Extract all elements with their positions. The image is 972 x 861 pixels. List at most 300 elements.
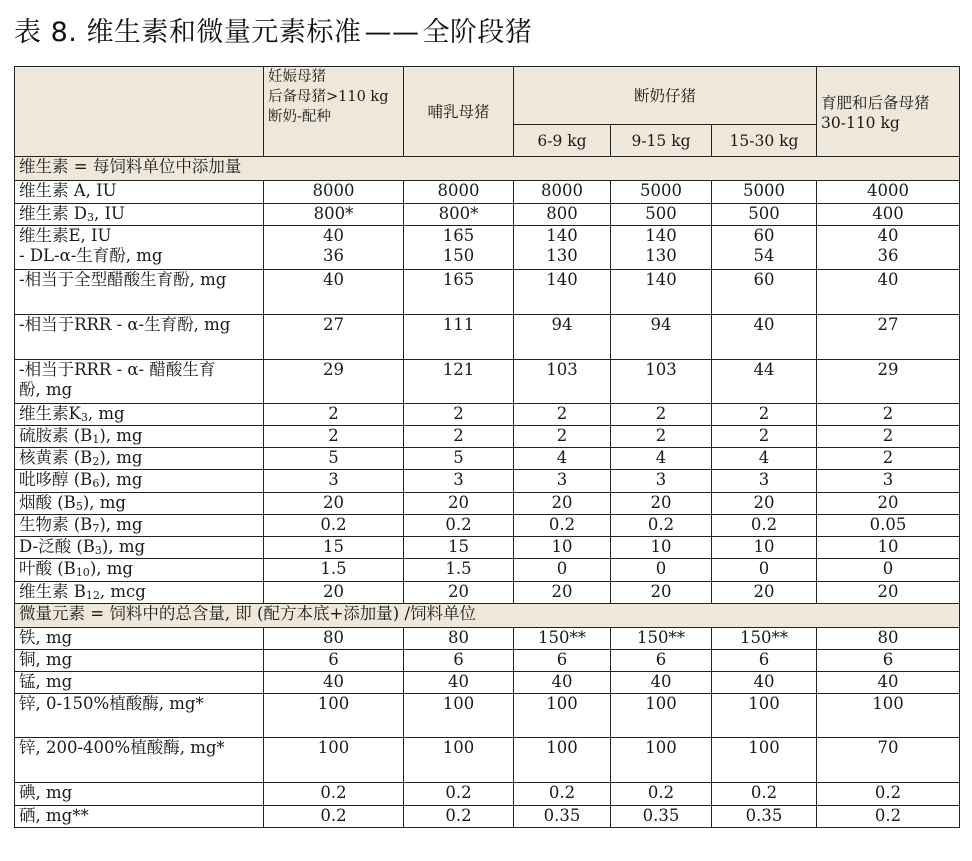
row-label-line: - DL-α-生育酚, mg [19, 246, 163, 265]
value-cell [817, 672, 960, 694]
value-cell [514, 226, 611, 270]
value-cell [817, 426, 960, 448]
value-text: 800* [313, 204, 354, 223]
value-text: 100 [317, 738, 350, 757]
header-finishing-line: 育肥和后备母猪 [821, 94, 930, 112]
row-label [15, 448, 264, 470]
row-label-line: 叶酸 $(B_{10})$, mg [19, 559, 133, 579]
value-cell [404, 738, 514, 783]
value-text: 20 [877, 582, 899, 601]
row-label [15, 806, 264, 828]
row-label-line: 维生素 $D_3$, IU [19, 204, 125, 224]
value-text: 0.2 [874, 783, 902, 802]
value-cell [712, 315, 817, 360]
value-text: 0.2 [874, 806, 902, 825]
value-text: 10 [650, 537, 672, 556]
value-text: 0.2 [445, 806, 472, 825]
value-cell [514, 582, 611, 604]
value-text: 0.2 [750, 515, 778, 534]
header-gestating-sow [264, 67, 404, 157]
value-text: 6 [655, 650, 667, 669]
value-cell [264, 628, 404, 650]
value-cell [404, 694, 514, 738]
value-text: 54 [753, 246, 775, 265]
table-row [15, 470, 960, 493]
value-cell [264, 470, 404, 493]
header-weight-9-15: 9-15 kg [611, 125, 712, 157]
value-text: 140 [546, 270, 578, 289]
value-text: 2 [655, 426, 667, 445]
value-cell [611, 226, 712, 270]
value-text: 2 [882, 448, 894, 467]
row-label-line: 维生素$K_3$, mg [19, 404, 125, 424]
value-text: 27 [323, 315, 344, 334]
value-cell [404, 582, 514, 604]
value-text: 36 [323, 246, 344, 265]
value-cell [611, 650, 712, 672]
table-row [15, 493, 960, 515]
row-label-line: -相当于RRR - α- 醋酸生育 [19, 360, 216, 379]
value-text: 0 [882, 559, 894, 578]
value-cell [712, 559, 817, 582]
value-cell [404, 559, 514, 582]
value-cell [264, 582, 404, 604]
value-text: 3 [328, 470, 339, 489]
value-text: 80 [323, 628, 344, 647]
value-cell [264, 315, 404, 360]
row-label-line: 铁, mg [19, 628, 73, 647]
value-text: 0.2 [320, 515, 347, 534]
value-text: 3 [453, 470, 464, 489]
value-cell [817, 360, 960, 404]
value-text: 150 [442, 246, 475, 265]
value-text: 3 [556, 470, 568, 489]
value-cell [712, 270, 817, 315]
row-label [15, 426, 264, 448]
row-label-line: 碘, mg [19, 783, 73, 802]
value-cell [611, 204, 712, 226]
value-text: 100 [645, 694, 677, 713]
value-cell [404, 360, 514, 404]
row-label-line: 吡哆醇 $(B_6)$, mg [19, 470, 143, 490]
value-cell [264, 672, 404, 694]
value-text: 40 [448, 672, 469, 691]
value-text: 40 [753, 315, 775, 334]
row-label [15, 537, 264, 559]
section-header-row [15, 604, 960, 628]
value-text: 100 [442, 738, 475, 757]
value-text: 1.5 [445, 559, 472, 578]
row-label [15, 360, 264, 404]
value-cell [404, 404, 514, 426]
table-row [15, 806, 960, 828]
value-text: 3 [882, 470, 894, 489]
value-cell [611, 181, 712, 204]
value-text: 130 [546, 246, 578, 265]
section-header-row [15, 157, 960, 181]
value-text: 500 [645, 204, 677, 223]
value-cell [712, 650, 817, 672]
value-text: 15 [323, 537, 344, 556]
table-row [15, 515, 960, 537]
value-text: 0.2 [548, 783, 576, 802]
value-text: 0.05 [869, 515, 907, 534]
value-text: 130 [645, 246, 677, 265]
value-text: 0.35 [642, 806, 680, 825]
value-text: 100 [748, 694, 780, 713]
header-finishing [817, 67, 960, 157]
value-text: 0.2 [320, 783, 347, 802]
table-row [15, 559, 960, 582]
value-cell [514, 493, 611, 515]
value-text: 100 [442, 694, 475, 713]
value-text: 100 [645, 738, 677, 757]
value-text: 0.2 [445, 783, 472, 802]
value-text: 4 [655, 448, 667, 467]
value-cell [264, 404, 404, 426]
header-weight-6-9: 6-9 kg [514, 125, 611, 157]
value-cell [817, 515, 960, 537]
value-text: 150** [637, 628, 685, 647]
value-cell [712, 404, 817, 426]
table-row [15, 672, 960, 694]
table-row [15, 181, 960, 204]
row-label-line: 铜, mg [19, 650, 73, 669]
value-cell [264, 515, 404, 537]
value-text: 27 [877, 315, 899, 334]
value-text: 20 [650, 493, 672, 512]
value-cell [712, 582, 817, 604]
row-label-line: 生物素 $(B_7)$, mg [19, 515, 143, 535]
value-text: 40 [753, 672, 775, 691]
value-text: 10 [753, 537, 775, 556]
value-text: 0.2 [647, 515, 675, 534]
value-text: 40 [323, 270, 344, 289]
value-cell [611, 426, 712, 448]
value-cell [404, 315, 514, 360]
table-row [15, 650, 960, 672]
value-text: 20 [551, 493, 573, 512]
value-text: 0 [556, 559, 568, 578]
value-text: 40 [877, 672, 899, 691]
row-label-line: 维生素E, IU [19, 226, 112, 245]
value-text: 0.2 [647, 783, 675, 802]
row-label [15, 559, 264, 582]
value-cell [611, 360, 712, 404]
title-text-a: 维生素和微量元素标准 [86, 17, 362, 48]
value-text: 0.2 [750, 783, 778, 802]
value-text: 36 [877, 246, 899, 265]
value-text: 2 [453, 404, 464, 423]
value-text: 40 [877, 226, 899, 245]
value-text: 2 [328, 426, 339, 445]
header-corner-cell [15, 67, 264, 157]
row-label [15, 493, 264, 515]
value-cell [404, 426, 514, 448]
table-number: 表 8. [14, 17, 78, 48]
value-text: 2 [655, 404, 667, 423]
section-title: 维生素 = 每饲料单位中添加量 [15, 157, 960, 181]
value-text: 800 [546, 204, 578, 223]
table-row [15, 448, 960, 470]
value-text: 111 [442, 315, 475, 334]
vitamin-mineral-table [14, 66, 960, 828]
value-text: 60 [753, 270, 775, 289]
value-text: 40 [650, 672, 672, 691]
row-label [15, 650, 264, 672]
row-label-line: 核黄素 $(B_2)$, mg [19, 448, 143, 468]
row-label-line: -相当于RRR - α-生育酚, mg [19, 315, 231, 334]
row-label [15, 315, 264, 360]
row-label-line: 维生素 A, IU [19, 181, 117, 200]
header-weight-15-30: 15-30 kg [712, 125, 817, 157]
row-label [15, 204, 264, 226]
value-text: 5000 [743, 181, 785, 200]
value-text: 20 [448, 493, 469, 512]
value-cell [611, 270, 712, 315]
value-cell [817, 537, 960, 559]
value-text: 5000 [640, 181, 682, 200]
value-cell [712, 181, 817, 204]
value-cell [817, 448, 960, 470]
value-text: 0.35 [745, 806, 783, 825]
value-cell [611, 537, 712, 559]
value-cell [817, 493, 960, 515]
row-label [15, 226, 264, 270]
value-text: 40 [323, 226, 344, 245]
value-text: 0.35 [543, 806, 581, 825]
table-row [15, 537, 960, 559]
value-cell [712, 537, 817, 559]
value-cell [404, 806, 514, 828]
value-cell [404, 650, 514, 672]
row-label-line: 烟酸 $(B_5)$, mg [19, 493, 126, 513]
row-label-line: 硫胺素 $(B_1)$, mg [19, 426, 143, 446]
value-cell [712, 426, 817, 448]
value-text: 29 [877, 360, 899, 379]
value-text: 150** [538, 628, 586, 647]
value-cell [611, 694, 712, 738]
table-row [15, 360, 960, 404]
row-label [15, 270, 264, 315]
value-cell [514, 448, 611, 470]
value-cell [817, 582, 960, 604]
value-text: 5 [453, 448, 464, 467]
value-cell [817, 204, 960, 226]
value-cell [712, 783, 817, 806]
value-text: 2 [758, 426, 770, 445]
value-text: 40 [877, 270, 899, 289]
table-row [15, 315, 960, 360]
value-text: 0.2 [320, 806, 347, 825]
value-text: 140 [546, 226, 578, 245]
value-cell [712, 360, 817, 404]
value-cell [404, 537, 514, 559]
value-text: 103 [546, 360, 578, 379]
value-cell [817, 694, 960, 738]
header-lactating-sow: 哺乳母猪 [404, 67, 514, 157]
row-label-line: 锰, mg [19, 672, 73, 691]
value-text: 8000 [437, 181, 480, 200]
value-cell [611, 672, 712, 694]
row-label [15, 404, 264, 426]
value-text: 80 [448, 628, 469, 647]
table-row [15, 270, 960, 315]
value-cell [404, 226, 514, 270]
value-text: 2 [882, 426, 894, 445]
value-text: 94 [650, 315, 672, 334]
value-cell [514, 738, 611, 783]
value-cell [264, 783, 404, 806]
value-text: 5 [328, 448, 339, 467]
value-cell [817, 628, 960, 650]
value-cell [817, 181, 960, 204]
value-cell [514, 783, 611, 806]
value-text: 100 [546, 694, 578, 713]
value-cell [514, 404, 611, 426]
table-row [15, 226, 960, 270]
value-text: 8000 [312, 181, 355, 200]
header-row-1 [15, 67, 960, 125]
value-cell [817, 650, 960, 672]
table-row [15, 628, 960, 650]
value-cell [514, 559, 611, 582]
row-label-line: D-泛酸 $(B_3)$, mg [19, 537, 146, 557]
value-text: 20 [323, 493, 344, 512]
value-cell [817, 404, 960, 426]
value-text: 2 [882, 404, 894, 423]
value-cell [264, 738, 404, 783]
value-text: 20 [323, 582, 344, 601]
value-text: 40 [551, 672, 573, 691]
value-cell [404, 672, 514, 694]
value-cell [264, 270, 404, 315]
value-cell [712, 738, 817, 783]
row-label [15, 738, 264, 783]
value-cell [264, 448, 404, 470]
value-cell [264, 360, 404, 404]
value-text: 80 [877, 628, 899, 647]
value-text: 800* [438, 204, 479, 223]
value-cell [611, 493, 712, 515]
value-text: 3 [758, 470, 770, 489]
value-text: 6 [328, 650, 339, 669]
value-text: 10 [551, 537, 573, 556]
row-label-line: 锌, 0-150%植酸酶, mg* [19, 694, 204, 713]
value-cell [514, 806, 611, 828]
value-cell [404, 470, 514, 493]
table-row [15, 582, 960, 604]
value-text: 500 [748, 204, 780, 223]
value-text: 2 [328, 404, 339, 423]
header-gilt-line: 后备母猪>110 kg [268, 89, 389, 105]
value-text: 20 [448, 582, 469, 601]
table-row [15, 426, 960, 448]
title-dash: —— [364, 17, 420, 48]
value-cell [611, 783, 712, 806]
value-text: 2 [453, 426, 464, 445]
value-text: 121 [442, 360, 475, 379]
value-cell [514, 181, 611, 204]
value-cell [712, 806, 817, 828]
value-text: 20 [650, 582, 672, 601]
value-cell [514, 515, 611, 537]
value-cell [404, 448, 514, 470]
row-label-line: 维生素 $B_{12}$, mcg [19, 582, 146, 602]
value-text: 20 [551, 582, 573, 601]
value-cell [611, 738, 712, 783]
header-gestating-line: 妊娠母猪 [268, 69, 326, 85]
value-text: 15 [448, 537, 469, 556]
row-label-line: 酚, mg [19, 380, 73, 399]
value-text: 60 [753, 226, 775, 245]
value-cell [514, 537, 611, 559]
value-cell [817, 783, 960, 806]
value-text: 70 [877, 738, 899, 757]
row-label [15, 515, 264, 537]
value-cell [404, 515, 514, 537]
value-text: 0.2 [548, 515, 576, 534]
value-cell [611, 806, 712, 828]
value-cell [404, 783, 514, 806]
value-text: 40 [323, 672, 344, 691]
row-label-line: 硒, mg** [19, 806, 89, 825]
value-cell [712, 672, 817, 694]
value-cell [514, 270, 611, 315]
value-cell [264, 806, 404, 828]
value-cell [712, 448, 817, 470]
value-cell [514, 628, 611, 650]
value-cell [611, 470, 712, 493]
value-cell [712, 628, 817, 650]
value-text: 29 [323, 360, 344, 379]
value-cell [611, 559, 712, 582]
value-text: 140 [645, 226, 677, 245]
value-cell [514, 426, 611, 448]
value-text: 100 [546, 738, 578, 757]
value-cell [611, 404, 712, 426]
value-text: 6 [758, 650, 770, 669]
value-cell [264, 537, 404, 559]
table-row [15, 404, 960, 426]
header-weaned-piglets: 断奶仔猪 [514, 67, 817, 125]
value-text: 400 [872, 204, 904, 223]
value-text: 0 [655, 559, 667, 578]
row-label-line: -相当于全型醋酸生育酚, mg [19, 270, 227, 289]
row-label [15, 470, 264, 493]
value-cell [404, 493, 514, 515]
value-text: 8000 [541, 181, 583, 200]
row-label [15, 628, 264, 650]
value-cell [514, 204, 611, 226]
value-cell [514, 650, 611, 672]
value-text: 100 [317, 694, 350, 713]
value-cell [611, 315, 712, 360]
table-row [15, 204, 960, 226]
table-title [14, 10, 532, 49]
value-cell [404, 181, 514, 204]
value-cell [514, 672, 611, 694]
value-cell [712, 470, 817, 493]
value-text: 165 [442, 226, 475, 245]
value-text: 6 [453, 650, 464, 669]
value-cell [611, 628, 712, 650]
value-text: 165 [442, 270, 475, 289]
value-cell [514, 360, 611, 404]
value-cell [817, 315, 960, 360]
value-cell [264, 204, 404, 226]
value-text: 44 [753, 360, 775, 379]
